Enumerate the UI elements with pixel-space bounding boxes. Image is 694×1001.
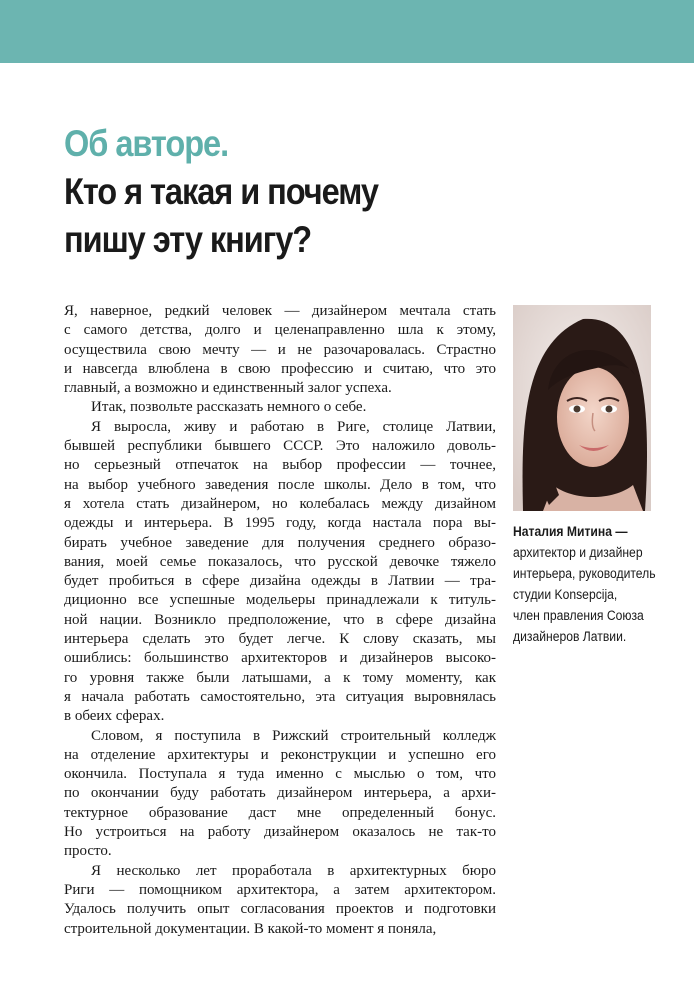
body-line: ной нации. Возникло предположение, что в сфере дизайна	[64, 611, 496, 628]
caption-line: интерьера, руководитель	[513, 566, 656, 581]
body-line: го уровня также были латышами, а к тому моменту, как	[64, 669, 496, 686]
caption-line: архитектор и дизайнер	[513, 545, 643, 560]
body-line: Словом, я поступила в Рижский строительный колледж	[91, 727, 496, 744]
body-text	[64, 302, 496, 939]
body-line: Удалось получить опыт согласования проектов и подготовки	[64, 901, 496, 918]
body-line: тектурное образование даст мне определенный бонус.	[64, 804, 496, 821]
body-line: будет пробиться в сфере дизайна одежды в Латвии — тра-	[64, 573, 496, 590]
body-line: ошиблись: большинство архитекторов и дизайнеров высоко-	[64, 650, 496, 667]
author-name: Наталия Митина —	[513, 524, 628, 539]
body-line: на отделение архитектуры и реконструкции и успешно его	[64, 746, 496, 763]
title-line-2: Кто я такая и почему	[64, 171, 378, 212]
author-portrait	[513, 305, 651, 511]
body-line: просто.	[64, 843, 112, 860]
caption-line: дизайнеров Латвии.	[513, 629, 627, 644]
body-line: строительной документации. В какой-то момент я поняла,	[64, 920, 437, 937]
body-line: Я, наверное, редкий человек — дизайнером мечтала стать	[64, 303, 496, 319]
body-line: по окончании буду работать дизайнером интерьера, а архи-	[64, 785, 496, 802]
body-line: бирать учебное заведение для получения среднего образо-	[64, 534, 496, 551]
caption-line: член правления Союза	[513, 608, 644, 623]
body-line: Но устроиться на работу дизайнером оказалось не так-то	[64, 824, 496, 841]
body-line: с самого детства, долго и целенаправленно шла к этому,	[64, 322, 496, 339]
body-line: я хотела стать дизайнером, но колебалась между дизайном	[64, 495, 496, 512]
body-line: осуществила свою мечту — и не разочаровалась. Страстно	[64, 341, 496, 358]
body-line: в обеих сферах.	[64, 708, 165, 725]
body-line: Я выросла, живу и работаю в Риге, столице Латвии,	[91, 418, 496, 435]
caption-line: студии Konsepcija,	[513, 587, 618, 602]
body-line: на выбор учебного заведения после школы. Дело в том, что	[64, 476, 496, 493]
body-line: вания, моей семье показалось, что русской девочке тяжело	[64, 553, 496, 570]
header-band	[0, 0, 694, 63]
title-line-3: пишу эту книгу?	[64, 219, 312, 260]
author-caption	[513, 521, 671, 647]
author-photo-illustration	[513, 305, 651, 511]
body-line: окончила. Поступала я туда именно с мыслью о том, что	[64, 766, 496, 783]
body-line: главный, а возможно и единственный залог успеха.	[64, 380, 392, 397]
title-line-1: Об авторе.	[64, 123, 229, 164]
body-line: Итак, позвольте рассказать немного о себе.	[91, 399, 367, 416]
body-line: бывшей республики бывшего СССР. Это наложило доволь-	[64, 438, 496, 455]
chapter-title	[64, 120, 378, 264]
body-line: я начала работать самостоятельно, эта ситуация выровнялась	[64, 688, 496, 705]
body-line: одежды и интерьера. В 1995 году, когда настала пора вы-	[64, 515, 496, 532]
body-line: диционно все успешные модельеры принадлежали к титуль-	[64, 592, 496, 609]
body-line: Риги — помощником архитектора, а затем архитектором.	[64, 881, 496, 898]
body-line: и навсегда влюблена в свою профессию и считаю, что это	[64, 360, 496, 377]
body-line: Я несколько лет проработала в архитектурных бюро	[91, 862, 496, 879]
body-line: интерьера сделать это будет легче. К слову сказать, мы	[64, 631, 496, 648]
body-line: но серьезный отпечаток на выбор профессии — точнее,	[64, 457, 496, 474]
